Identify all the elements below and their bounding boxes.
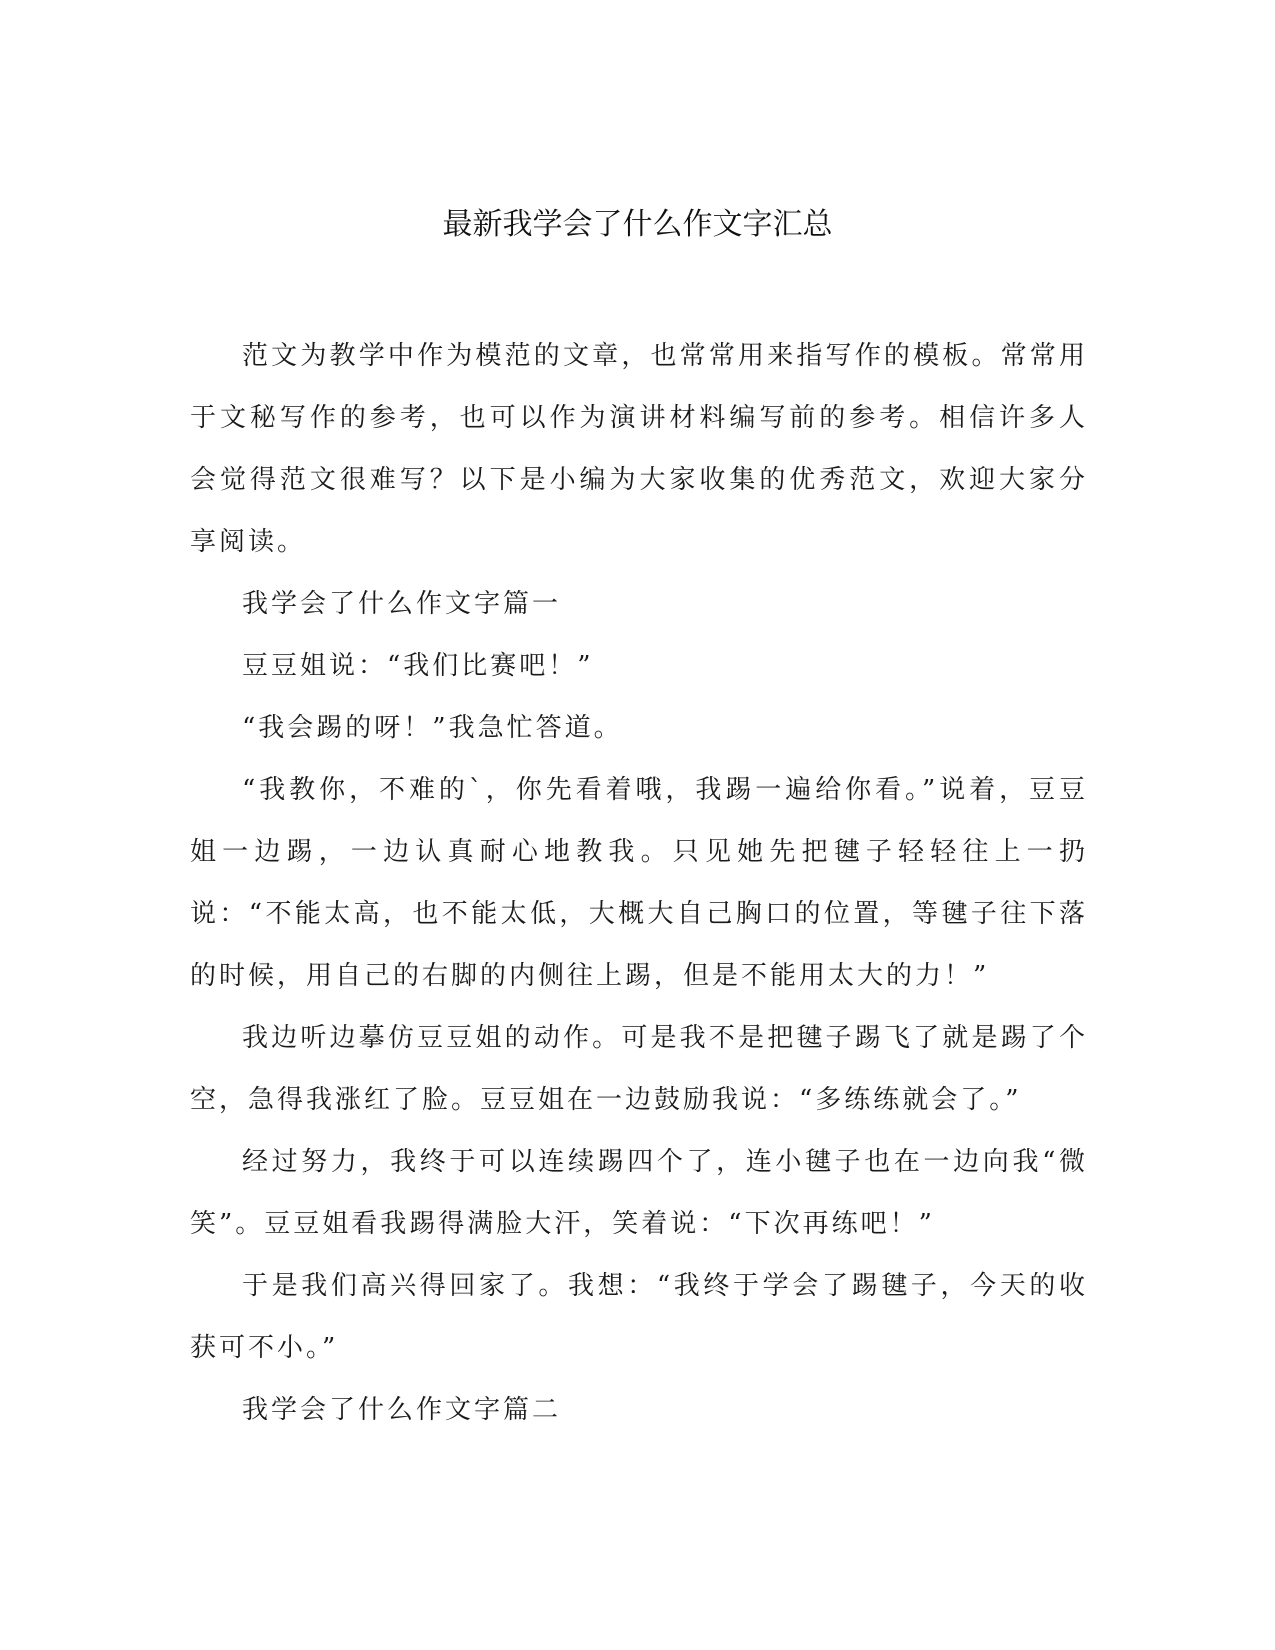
body-paragraph: 经过努力，我终于可以连续踢四个了，连小毽子也在一边向我“微笑”。豆豆姐看我踢得满脸大汗，笑着说：“下次再练吧！” — [190, 1147, 1088, 1239]
body-paragraph: “我会踢的呀！”我急忙答道。 — [242, 713, 623, 743]
section-heading-2: 我学会了什么作文字篇二 — [242, 1395, 562, 1425]
body-paragraph: “我教你，不难的`，你先看着哦，我踢一遍给你看。”说着，豆豆姐一边踢，一边认真耐心地教我。只见她先把毽子轻轻往上一扔说：“不能太高，也不能太低，大概大自己胸口的位置，等毽子往下落的时候，用自己的右脚的内侧往上踢，但是不能用太大的力！” — [190, 775, 1088, 991]
document-title: 最新我学会了什么作文字汇总 — [442, 207, 833, 242]
body-paragraph: 豆豆姐说：“我们比赛吧！” — [242, 651, 594, 681]
body-paragraph: 于是我们高兴得回家了。我想：“我终于学会了踢毽子，今天的收获可不小。” — [190, 1271, 1088, 1363]
document-body — [190, 325, 1088, 1441]
body-paragraph: 我边听边摹仿豆豆姐的动作。可是我不是把毽子踢飞了就是踢了个空，急得我涨红了脸。豆豆姐在一边鼓励我说：“多练练就会了。” — [190, 1023, 1088, 1115]
intro-paragraph: 范文为教学中作为模范的文章，也常常用来指写作的模板。常常用于文秘写作的参考，也可以作为演讲材料编写前的参考。相信许多人会觉得范文很难写？以下是小编为大家收集的优秀范文，欢迎大家分享阅读。 — [190, 341, 1088, 557]
section-heading-1: 我学会了什么作文字篇一 — [242, 589, 562, 619]
